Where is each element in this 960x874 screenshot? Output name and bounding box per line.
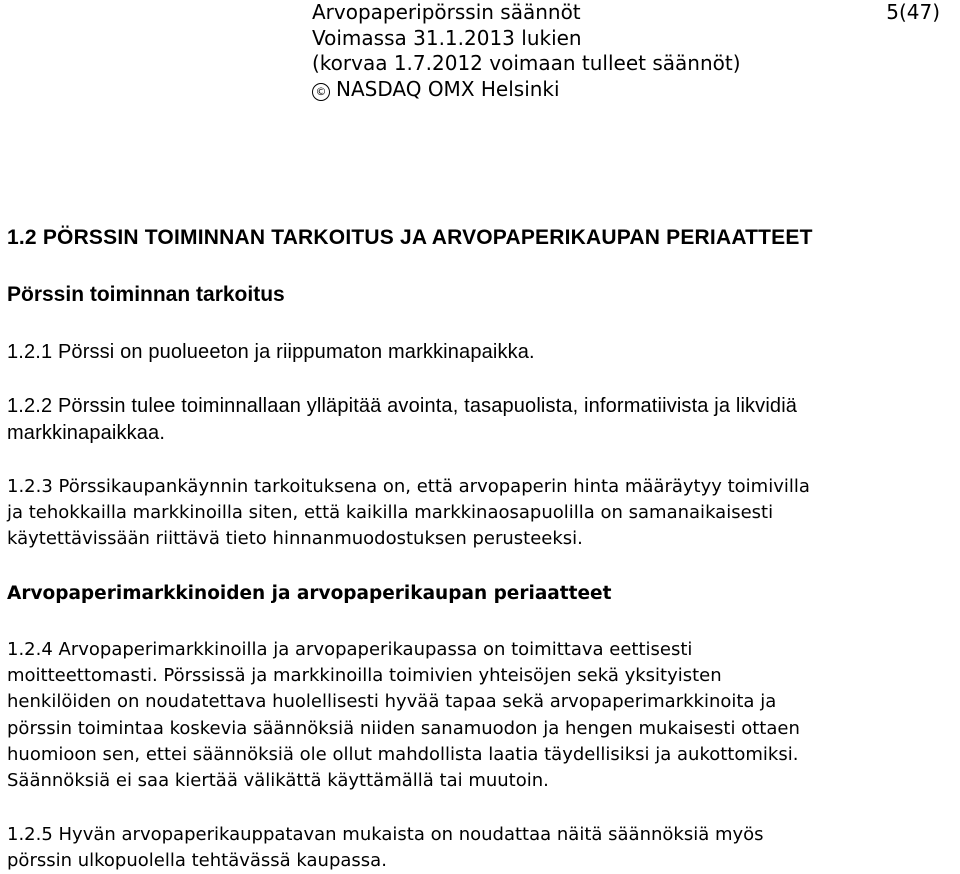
paragraph-line: henkilöiden on noudatettava huolellisesti hyvää tapaa sekä arvopaperimarkkinoita ja: [7, 691, 777, 713]
paragraph-line: Säännöksiä ei saa kiertää välikättä käyttämällä tai muutoin.: [7, 770, 549, 792]
paragraph-line: 1.2.3 Pörssikaupankäynnin tarkoituksena on, että arvopaperin hinta määräytyy toimivilla: [7, 476, 810, 497]
paragraph-line: 1.2.4 Arvopaperimarkkinoilla ja arvopaperikaupassa on toimittava eettisesti: [7, 639, 693, 660]
replaces-note: (korvaa 1.7.2012 voimaan tulleet säännöt): [312, 51, 741, 75]
paragraph-1-2-5: [7, 822, 957, 874]
paragraph-line: 1.2.2 Pörssin tulee toiminnallaan ylläpitää avointa, tasapuolista, informatiivista ja likvidiä: [7, 395, 798, 417]
paragraph-line: markkinapaikkaa.: [7, 422, 166, 444]
paragraph-line: moitteettomasti. Pörssissä ja markkinoilla toimivien yhteisöjen sekä yksityisten: [7, 665, 722, 687]
subheading-purpose: Pörssin toiminnan tarkoitus: [7, 283, 285, 306]
paragraph-line: pörssin ulkopuolella tehtävässä kaupassa.: [7, 850, 387, 872]
paragraph-line: pörssin toimintaa koskevia säännöksiä niiden sanamuodon ja hengen mukaisesti ottaen: [7, 717, 800, 739]
paragraph-line: 1.2.5 Hyvän arvopaperikauppatavan mukaista on noudattaa näitä säännöksiä myös: [7, 824, 764, 845]
copyright-owner: NASDAQ OMX Helsinki: [336, 76, 560, 101]
copyright-icon: ©: [312, 83, 330, 101]
paragraph-line: huomioon sen, ettei säännöksiä ole ollut mahdollista laatia täydellisiksi ja aukottomiksi.: [7, 743, 799, 765]
rules-title: Arvopaperipörssin säännöt: [312, 0, 581, 24]
paragraph-1-2-4: [7, 637, 957, 794]
paragraph-1-2-2: [7, 393, 957, 447]
subheading-principles: Arvopaperimarkkinoiden ja arvopaperikaupan periaatteet: [7, 583, 612, 604]
paragraph-1-2-1: [7, 339, 957, 366]
page-number: 5(47): [886, 0, 940, 24]
paragraph-line: käytettävissään riittävä tieto hinnanmuodostuksen perusteeksi.: [7, 528, 583, 550]
validity-date: Voimassa 31.1.2013 lukien: [312, 25, 582, 50]
paragraph-1-2-3: [7, 474, 957, 553]
paragraph-line: ja tehokkailla markkinoilla siten, että kaikilla markkinaosapuolilla on samanaikaisesti: [7, 502, 774, 524]
section-heading: 1.2 PÖRSSIN TOIMINNAN TARKOITUS JA ARVOPAPERIKAUPAN PERIAATTEET: [7, 226, 813, 249]
page-header: [312, 0, 952, 102]
paragraph-line: 1.2.1 Pörssi on puolueeton ja riippumaton markkinapaikka.: [7, 341, 535, 363]
copyright-line: [312, 77, 952, 103]
